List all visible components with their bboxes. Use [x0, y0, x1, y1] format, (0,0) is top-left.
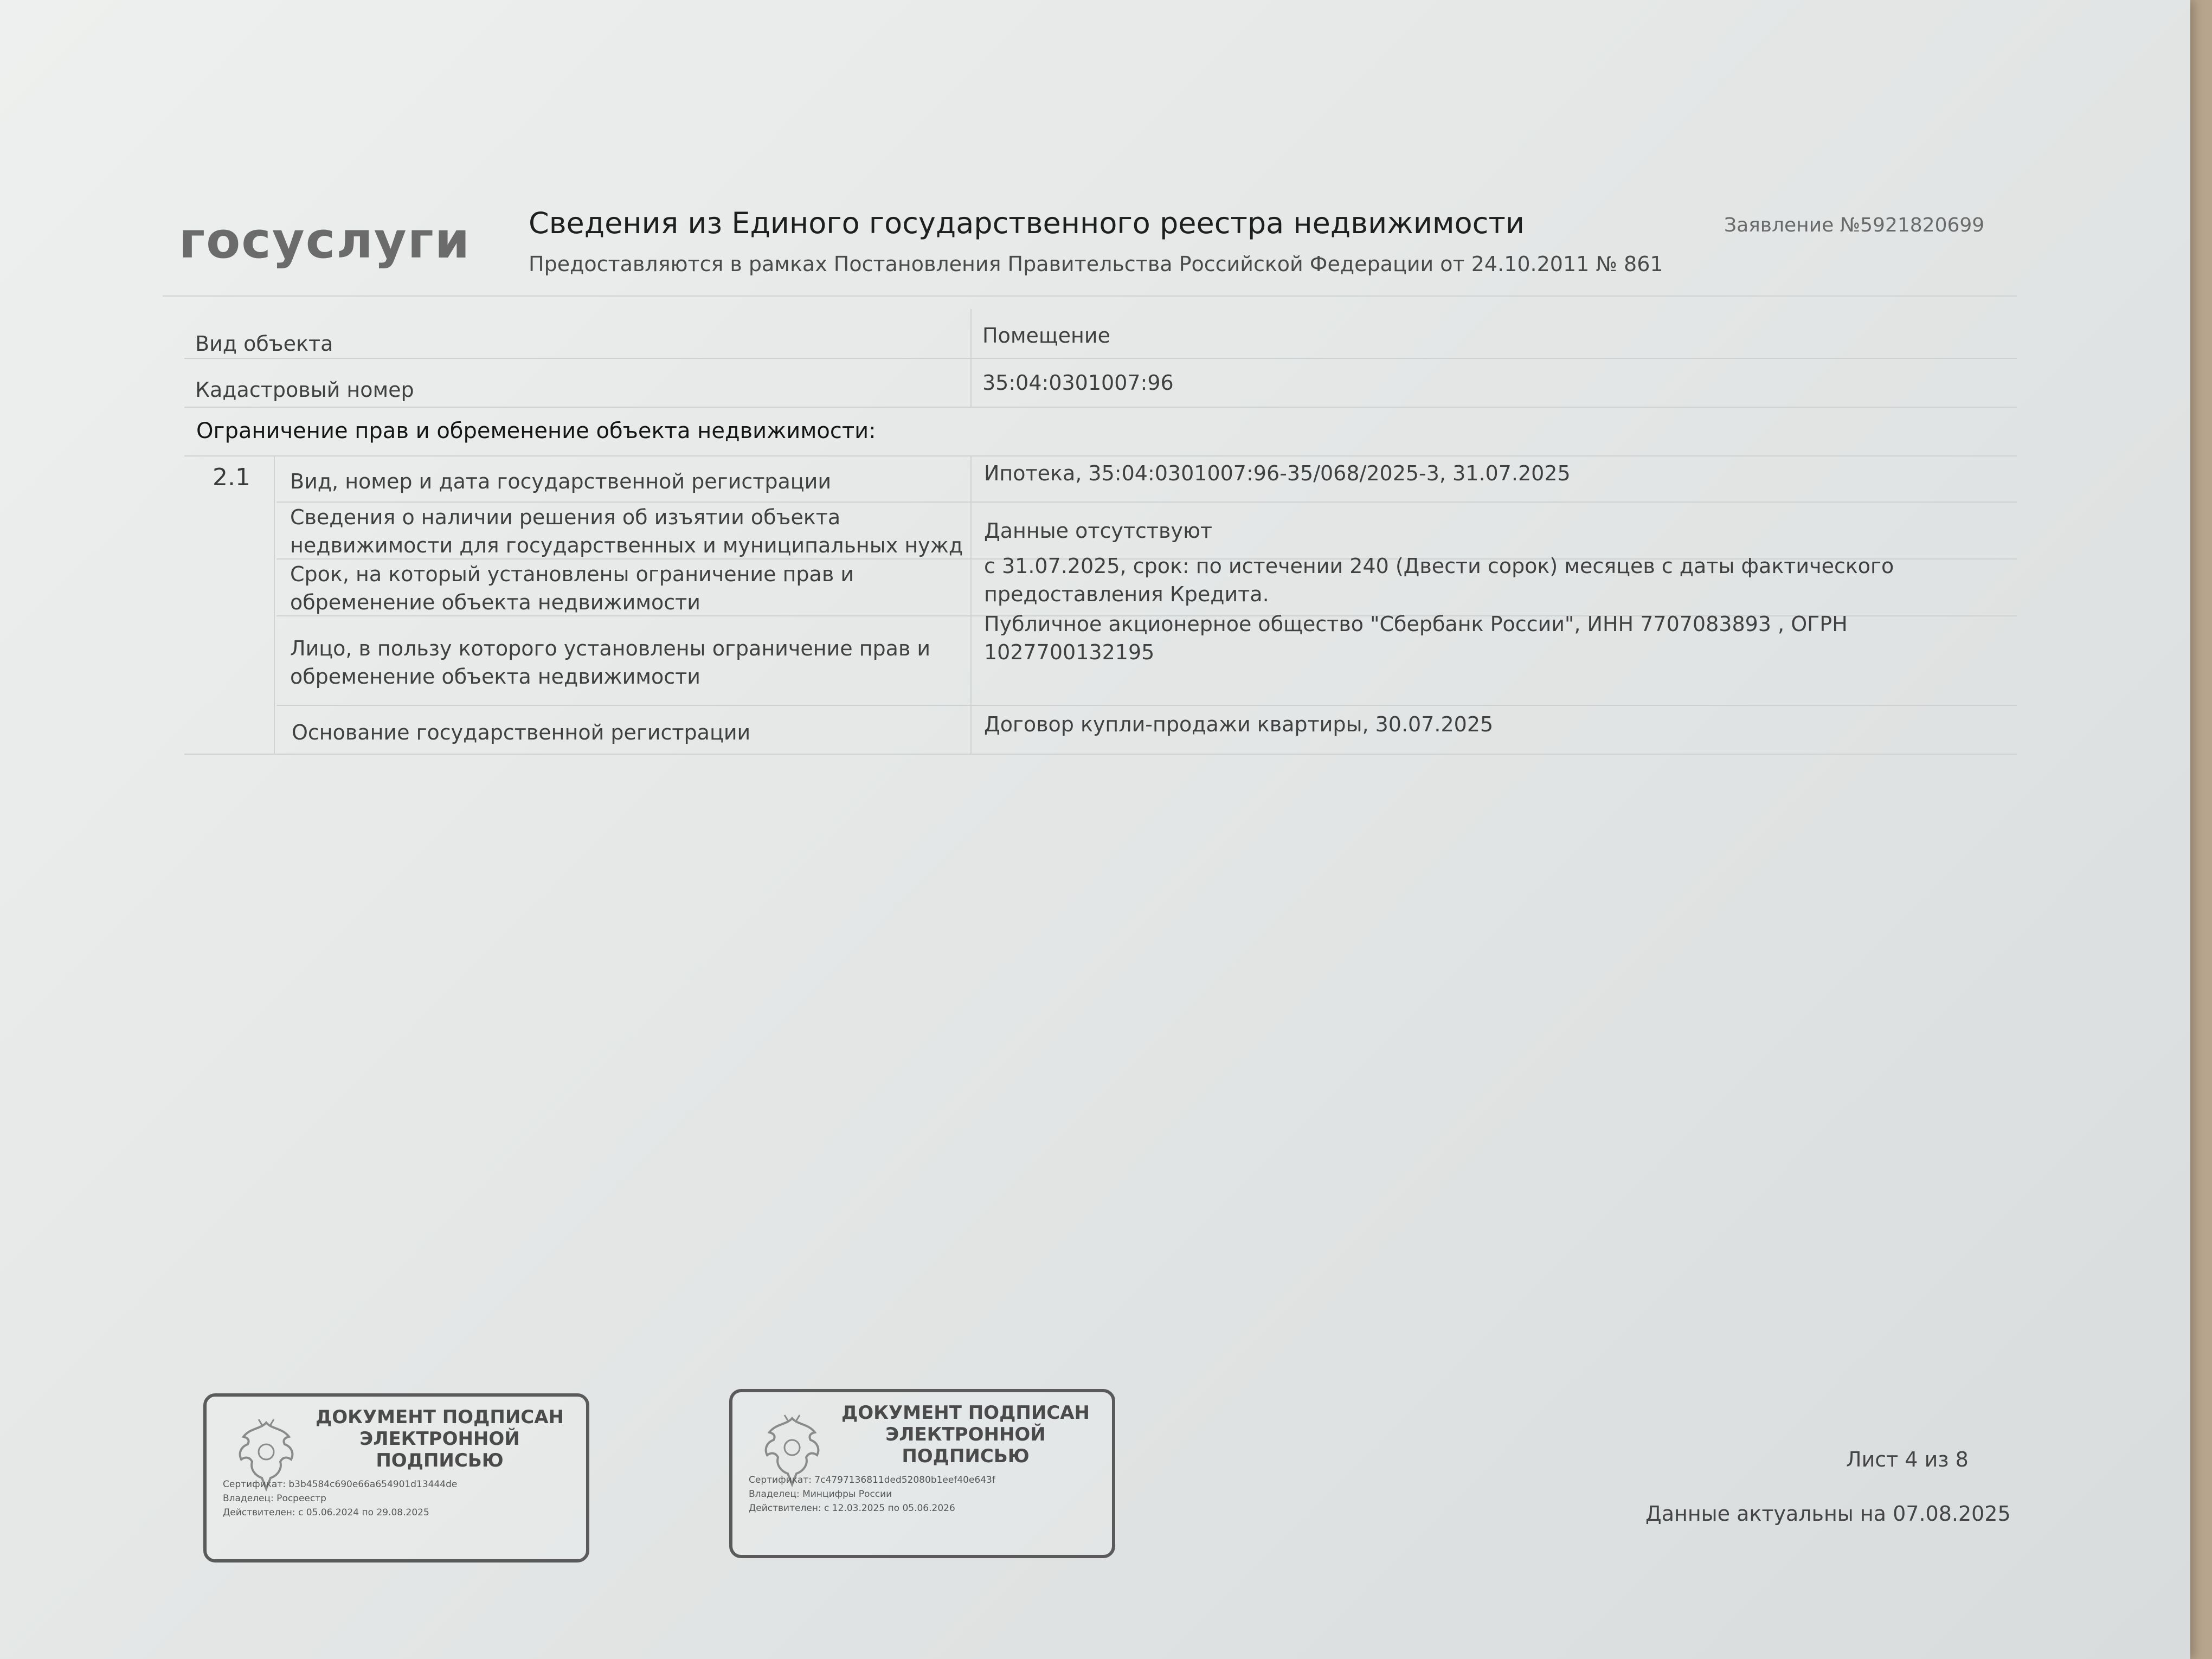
signature-stamp: [203, 1393, 589, 1562]
encumbrance-number: 2.1: [213, 464, 250, 491]
stamp-validity: Действителен: с 12.03.2025 по 05.06.2026: [749, 1503, 955, 1514]
gosuslugi-logo: госуслуги: [179, 211, 471, 269]
beneficiary-label-line1: Лицо, в пользу которого установлены ограничение прав и: [290, 636, 931, 660]
seizure-label: [290, 503, 963, 560]
term-label-line2: обременение объекта недвижимости: [290, 590, 700, 614]
row-divider: [184, 754, 2017, 755]
term-value-line2: предоставления Кредита.: [984, 582, 1269, 606]
stamp-heading: [315, 1406, 564, 1471]
seizure-label-line2: недвижимости для государственных и муниципальных нужд: [290, 533, 963, 557]
seizure-value: Данные отсутствуют: [984, 519, 1213, 543]
stamp-heading-line3: ПОДПИСЬЮ: [376, 1450, 504, 1471]
document-subtitle: Предоставляются в рамках Постановления Правительства Российской Федерации от 24.10.2011 № 861: [529, 252, 1663, 276]
object-type-value: Помещение: [982, 324, 1110, 348]
row-divider: [184, 455, 2017, 456]
page-counter: Лист 4 из 8: [1846, 1448, 1969, 1471]
stamp-heading-line1: ДОКУМЕНТ ПОДПИСАН: [315, 1406, 564, 1428]
signature-stamp: [729, 1389, 1115, 1558]
registration-label: Вид, номер и дата государственной регистрации: [290, 470, 832, 493]
stamp-certificate: Сертификат: b3b4584c690e66a654901d13444de: [223, 1479, 458, 1490]
document-title: Сведения из Единого государственного реестра недвижимости: [529, 206, 1525, 240]
beneficiary-label-line2: обременение объекта недвижимости: [290, 665, 700, 689]
basis-value: Договор купли-продажи квартиры, 30.07.2025: [984, 712, 1494, 736]
term-label-line1: Срок, на который установлены ограничение прав и: [290, 562, 854, 586]
beneficiary-value: [984, 610, 1848, 666]
row-divider: [184, 358, 2017, 359]
stamp-heading-line3: ПОДПИСЬЮ: [902, 1445, 1030, 1467]
row-divider: [276, 705, 2017, 706]
term-value: [984, 552, 1894, 608]
stamp-certificate: Сертификат: 7c4797136811ded52080b1eef40e643f: [749, 1475, 995, 1486]
object-type-label: Вид объекта: [195, 332, 333, 356]
stamp-heading-line2: ЭЛЕКТРОННОЙ: [359, 1428, 520, 1450]
data-actual-date: Данные актуальны на 07.08.2025: [1645, 1502, 2011, 1526]
application-number: Заявление №5921820699: [1724, 214, 1985, 236]
stamp-heading: [841, 1402, 1090, 1467]
term-value-line1: с 31.07.2025, срок: по истечении 240 (Двести сорок) месяцев с даты фактического: [984, 554, 1894, 578]
basis-label: Основание государственной регистрации: [292, 721, 751, 744]
registration-value: Ипотека, 35:04:0301007:96-35/068/2025-3, 31.07.2025: [984, 461, 1571, 485]
stamp-heading-line2: ЭЛЕКТРОННОЙ: [885, 1424, 1046, 1445]
seizure-label-line1: Сведения о наличии решения об изъятии объекта: [290, 505, 841, 529]
column-divider: [970, 455, 972, 754]
row-divider: [184, 407, 2017, 408]
stamp-validity: Действителен: с 05.06.2024 по 29.08.2025: [223, 1507, 429, 1518]
beneficiary-label: [290, 634, 930, 691]
stamp-owner: Владелец: Росреестр: [223, 1493, 326, 1504]
beneficiary-value-line2: 1027700132195: [984, 640, 1155, 664]
header-divider: [163, 295, 2017, 297]
cadastral-number-label: Кадастровый номер: [195, 378, 414, 402]
stamp-owner: Владелец: Минцифры России: [749, 1489, 892, 1500]
row-divider: [276, 501, 2017, 503]
column-divider: [274, 455, 275, 754]
column-divider: [970, 309, 972, 407]
cadastral-number-value: 35:04:0301007:96: [982, 371, 1174, 395]
beneficiary-value-line1: Публичное акционерное общество "Сбербанк России", ИНН 7707083893 , ОГРН: [984, 612, 1848, 636]
encumbrance-section-title: Ограничение прав и обременение объекта недвижимости:: [196, 419, 876, 443]
term-label: [290, 560, 854, 616]
stamp-heading-line1: ДОКУМЕНТ ПОДПИСАН: [841, 1402, 1090, 1424]
